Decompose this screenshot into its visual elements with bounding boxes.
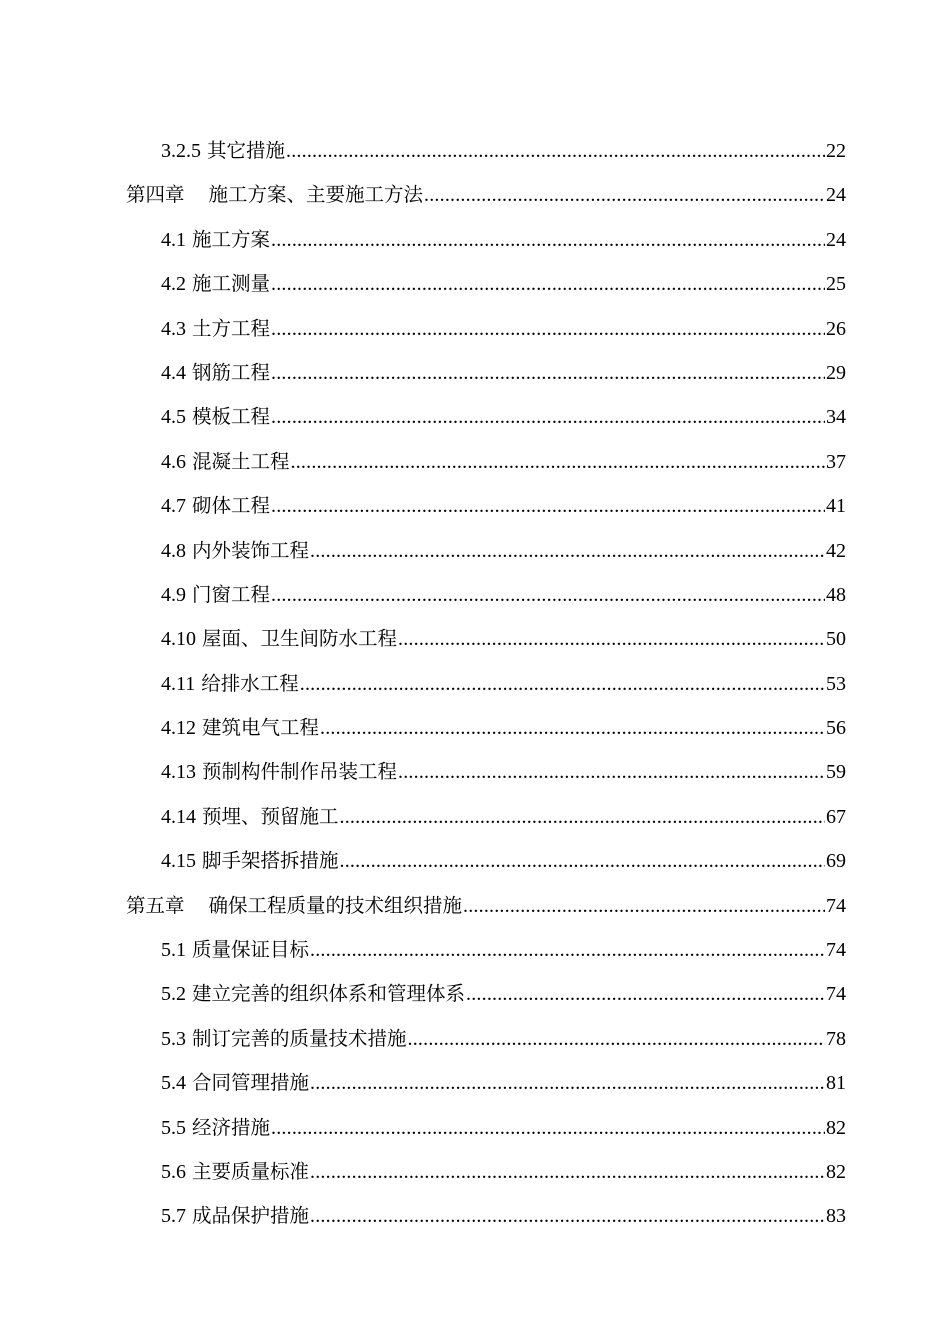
toc-entry-number: 第四章 — [126, 183, 185, 207]
toc-section-entry[interactable] — [126, 617, 846, 661]
toc-entry-text: 预埋、预留施工 — [202, 804, 339, 828]
toc-section-entry[interactable] — [126, 440, 846, 484]
toc-section-entry[interactable] — [126, 1106, 846, 1150]
toc-entry-title — [161, 529, 309, 573]
toc-page-number: 74 — [826, 894, 846, 917]
toc-section-entry[interactable] — [126, 129, 846, 173]
toc-dot-leader — [310, 1061, 825, 1105]
toc-entry-title — [161, 1150, 309, 1194]
toc-dot-leader — [271, 351, 825, 395]
toc-dot-leader — [271, 484, 825, 528]
toc-page-number: 22 — [826, 140, 846, 162]
toc-page-number: 74 — [826, 983, 846, 1006]
toc-entry-number: 4.13 — [161, 761, 196, 784]
toc-page-number: 81 — [826, 1072, 846, 1095]
toc-entry-text: 施工方案 — [192, 227, 271, 251]
toc-dot-leader — [424, 173, 825, 217]
toc-entry-title — [126, 884, 462, 928]
toc-dot-leader — [310, 529, 825, 573]
toc-entry-title — [161, 1017, 407, 1061]
toc-entry-text: 经济措施 — [192, 1115, 271, 1139]
toc-entry-number: 4.14 — [161, 805, 196, 828]
toc-entry-number: 4.15 — [161, 850, 196, 873]
toc-entry-number: 5.4 — [161, 1072, 186, 1095]
toc-entry-text: 确保工程质量的技术组织措施 — [208, 893, 463, 917]
toc-dot-leader — [398, 750, 825, 794]
toc-entry-title — [161, 617, 397, 661]
toc-page-number: 41 — [826, 495, 846, 518]
toc-dot-leader — [310, 928, 825, 972]
toc-section-entry[interactable] — [126, 1150, 846, 1194]
toc-dot-leader — [466, 972, 825, 1016]
toc-dot-leader — [271, 262, 825, 306]
toc-entry-title — [161, 129, 285, 173]
toc-entry-number: 3.2.5 — [161, 140, 201, 162]
toc-dot-leader — [463, 884, 825, 928]
toc-entry-number: 4.3 — [161, 317, 186, 340]
toc-dot-leader — [310, 1194, 825, 1238]
toc-entry-text: 给排水工程 — [201, 671, 299, 695]
toc-page-number: 69 — [826, 850, 846, 873]
toc-entry-title — [161, 839, 339, 883]
toc-entry-title — [161, 662, 299, 706]
toc-dot-leader — [398, 617, 825, 661]
toc-entry-title — [161, 262, 270, 306]
toc-entry-text: 施工测量 — [192, 272, 271, 296]
toc-entry-number: 5.2 — [161, 983, 186, 1006]
toc-entry-number: 4.6 — [161, 450, 186, 473]
toc-entry-text: 预制构件制作吊装工程 — [202, 760, 398, 784]
toc-entry-number: 4.8 — [161, 539, 186, 562]
toc-entry-number: 4.4 — [161, 361, 186, 384]
toc-page-number: 83 — [826, 1205, 846, 1228]
toc-section-entry[interactable] — [126, 307, 846, 351]
toc-chapter-entry[interactable] — [126, 173, 846, 217]
toc-dot-leader — [271, 395, 825, 439]
toc-entry-text: 门窗工程 — [192, 582, 271, 606]
toc-entry-title — [161, 573, 270, 617]
toc-page-number: 50 — [826, 628, 846, 651]
toc-page-number: 53 — [826, 672, 846, 695]
toc-entry-text: 成品保护措施 — [192, 1204, 310, 1228]
toc-entry-number: 5.7 — [161, 1205, 186, 1228]
toc-dot-leader — [300, 662, 825, 706]
toc-page-number: 34 — [826, 406, 846, 429]
toc-entry-title — [161, 395, 270, 439]
toc-section-entry[interactable] — [126, 928, 846, 972]
toc-entry-text: 质量保证目标 — [192, 938, 310, 962]
toc-entry-number: 5.3 — [161, 1027, 186, 1050]
toc-dot-leader — [291, 440, 825, 484]
toc-entry-text: 建立完善的组织体系和管理体系 — [192, 982, 466, 1006]
toc-entry-text: 砌体工程 — [192, 494, 271, 518]
toc-page-number: 42 — [826, 539, 846, 562]
toc-entry-title — [161, 706, 319, 750]
toc-entry-title — [161, 795, 339, 839]
toc-entry-text: 模板工程 — [192, 405, 271, 429]
toc-page-number: 82 — [826, 1116, 846, 1139]
toc-entry-number: 4.10 — [161, 628, 196, 651]
toc-entry-title — [161, 351, 270, 395]
toc-section-entry[interactable] — [126, 351, 846, 395]
toc-entry-text: 屋面、卫生间防水工程 — [202, 627, 398, 651]
toc-entry-title — [161, 1194, 309, 1238]
toc-entry-title — [161, 928, 309, 972]
toc-section-entry[interactable] — [126, 662, 846, 706]
toc-section-entry[interactable] — [126, 573, 846, 617]
toc-entry-text: 脚手架搭拆措施 — [202, 849, 339, 873]
toc-page-number: 29 — [826, 361, 846, 384]
toc-dot-leader — [310, 1150, 825, 1194]
toc-dot-leader — [271, 307, 825, 351]
toc-entry-text: 制订完善的质量技术措施 — [192, 1026, 407, 1050]
toc-entry-title — [161, 1106, 270, 1150]
toc-chapter-entry[interactable] — [126, 884, 846, 928]
toc-section-entry[interactable] — [126, 1061, 846, 1105]
toc-entry-number: 5.5 — [161, 1116, 186, 1139]
toc-entry-text: 合同管理措施 — [192, 1071, 310, 1095]
toc-section-entry[interactable] — [126, 395, 846, 439]
toc-dot-leader — [408, 1017, 825, 1061]
toc-entry-number: 4.2 — [161, 273, 186, 296]
toc-entry-text: 施工方案、主要施工方法 — [208, 183, 424, 207]
toc-entry-number: 4.5 — [161, 406, 186, 429]
toc-entry-title — [161, 484, 270, 528]
toc-page-number: 37 — [826, 450, 846, 473]
toc-entry-text: 建筑电气工程 — [202, 716, 320, 740]
toc-section-entry[interactable] — [126, 262, 846, 306]
toc-page-number: 74 — [826, 939, 846, 962]
toc-entry-title — [161, 972, 465, 1016]
toc-entry-number: 5.6 — [161, 1160, 186, 1183]
toc-dot-leader — [271, 218, 825, 262]
toc-dot-leader — [271, 1106, 825, 1150]
toc-page-number: 24 — [826, 184, 846, 207]
toc-entry-number: 4.11 — [161, 672, 196, 695]
toc-entry-text: 其它措施 — [207, 139, 286, 162]
toc-page-number: 59 — [826, 761, 846, 784]
toc-page-number: 24 — [826, 228, 846, 251]
toc-entry-number: 4.12 — [161, 717, 196, 740]
toc-page-number: 48 — [826, 583, 846, 606]
toc-section-entry[interactable] — [126, 750, 846, 794]
toc-page-number: 67 — [826, 805, 846, 828]
toc-section-entry[interactable] — [126, 218, 846, 262]
toc-page-number: 78 — [826, 1027, 846, 1050]
toc-entry-title — [161, 1061, 309, 1105]
toc-entry-number: 4.7 — [161, 495, 186, 518]
toc-page-number: 56 — [826, 717, 846, 740]
toc-entry-title — [161, 307, 270, 351]
toc-section-entry[interactable] — [126, 706, 846, 750]
toc-section-entry[interactable] — [126, 839, 846, 883]
toc-dot-leader — [286, 129, 825, 173]
toc-section-entry[interactable] — [126, 529, 846, 573]
toc-entry-number: 4.1 — [161, 228, 186, 251]
toc-entry-title — [126, 173, 423, 217]
toc-page-number: 25 — [826, 273, 846, 296]
toc-entry-title — [161, 750, 397, 794]
toc-dot-leader — [320, 706, 825, 750]
toc-entry-text: 土方工程 — [192, 316, 271, 340]
toc-entry-text: 内外装饰工程 — [192, 538, 310, 562]
toc-entry-number: 第五章 — [126, 893, 185, 917]
toc-dot-leader — [271, 573, 825, 617]
toc-section-entry[interactable] — [126, 484, 846, 528]
toc-entry-title — [161, 218, 270, 262]
toc-entry-number: 4.9 — [161, 583, 186, 606]
toc-section-entry[interactable] — [126, 1017, 846, 1061]
toc-dot-leader — [340, 795, 825, 839]
toc-section-entry[interactable] — [126, 972, 846, 1016]
toc-dot-leader — [340, 839, 825, 883]
toc-page-number: 26 — [826, 317, 846, 340]
toc-entry-title — [161, 440, 290, 484]
table-of-contents — [126, 129, 846, 1239]
toc-entry-text: 混凝土工程 — [192, 449, 290, 473]
toc-page-number: 82 — [826, 1160, 846, 1183]
toc-section-entry[interactable] — [126, 795, 846, 839]
toc-entry-text: 钢筋工程 — [192, 360, 271, 384]
toc-entry-text: 主要质量标准 — [192, 1159, 310, 1183]
toc-section-entry[interactable] — [126, 1194, 846, 1238]
toc-entry-number: 5.1 — [161, 939, 186, 962]
